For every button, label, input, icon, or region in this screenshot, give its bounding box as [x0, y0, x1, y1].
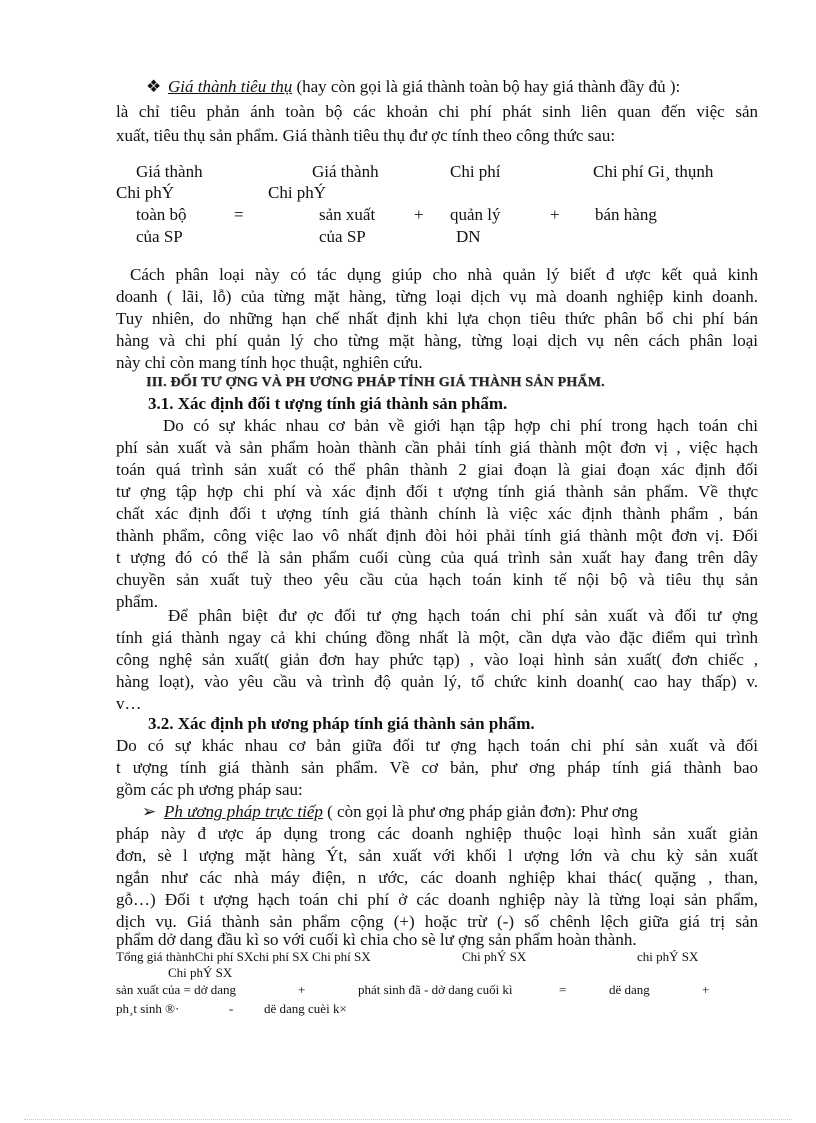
- para2-line9: phẩm.: [116, 592, 159, 611]
- formula2-r4-minus: -: [229, 1001, 234, 1016]
- sec1-line2: là chỉ tiêu phản ánh toàn bộ các khoản chi phí phát sinh liên quan đến việc sản: [116, 102, 758, 121]
- sec1-line1-rest: (hay còn gọi là giá thành toàn bộ hay giá thành đầy đủ ):: [292, 77, 681, 96]
- para2-line8: chuyền sản xuất tuỳ theo yêu cầu của hạch toán kinh tế nội bộ và tiêu thụ sản: [116, 570, 758, 589]
- formula1-r2-c2: Chi phÝ: [268, 183, 327, 202]
- method1-line6: dịch vụ. Giá thành sản phẩm cộng (+) hoặc trừ (-) số chênh lệch giữa giá trị sản: [116, 912, 758, 931]
- formula2-r4-c1: ph¸t sinh ®·: [116, 1001, 180, 1016]
- formula2-r3-plus2: +: [702, 982, 710, 997]
- method1-line1: [142, 801, 638, 822]
- para3-line5: v…: [116, 694, 142, 713]
- para4-line1: Do có sự khác nhau cơ bản giữa đối tư ợng hạch toán chi phí sản xuất và đối: [116, 736, 758, 755]
- sec1-line3: xuất, tiêu thụ sản phẩm. Giá thành tiêu thụ đư ợc tính theo công thức sau:: [116, 126, 616, 145]
- formula2-r2-c1: Chi phÝ SX: [168, 965, 233, 980]
- formula1-r3-c4: bán hàng: [595, 205, 657, 224]
- para2-line5: chất xác định đối t ượng tính giá thành chính là việc xác định thành phẩm , bán: [116, 504, 758, 523]
- para1-line4: hàng và chi phí quản lý cho từng mặt hàng, từng loại dịch vụ nên cách phân loại: [116, 331, 758, 350]
- term-gia-thanh-tieu-thu: Giá thành tiêu thụ: [168, 77, 293, 96]
- para3-line1: Để phân biệt đư ợc đối tư ợng hạch toán chi phí sản xuất và đối tư ợng: [168, 606, 758, 625]
- formula1-r1-c4: Chi phí Gi¸ thụnh: [593, 162, 714, 181]
- method1-line7: phẩm dở dang đầu kì so với cuối kì chia cho sè lư ợng sản phẩm hoàn thành.: [116, 930, 637, 949]
- formula2-r1-c2: Chi phÝ SX: [462, 949, 527, 964]
- heading-3-2: 3.2. Xác định ph ương pháp tính giá thành sản phẩm.: [148, 714, 535, 733]
- formula1-r1-c1: Giá thành: [136, 162, 203, 181]
- formula2-r3-c3: dë dang: [609, 982, 650, 997]
- formula1-r3-plus1: +: [414, 205, 424, 224]
- para4-line3: gồm các ph ương pháp sau:: [116, 780, 303, 799]
- formula1-r1-c3: Chi phí: [450, 162, 501, 181]
- para2-line3: toán quá trình sản xuất có thể phân thành 2 giai đoạn là giai đoạn xác định đối: [116, 460, 758, 479]
- sec1-line1: [146, 76, 680, 97]
- formula1-r4-c1: của SP: [136, 227, 183, 246]
- formula1-r3-c3: quản lý: [450, 205, 501, 224]
- method1-line3: đơn, sè l ượng mặt hàng Ýt, sản xuất với khối l ượng lớn và chu kỳ sản xuất: [116, 846, 758, 865]
- heading-section-iii: III. ĐỐI TƯ ỢNG VÀ PH ƯƠNG PHÁP TÍNH GIÁ THÀNH SẢN PHẨM.: [146, 375, 605, 390]
- para1-line3: Tuy nhiên, do những hạn chế nhất định khi lựa chọn tiêu thức phân bổ chi phí bán: [116, 309, 758, 328]
- formula2-r3-c1: sản xuất của = dở dang: [116, 982, 236, 997]
- para2-line6: thành phẩm, công việc lao vô nhất định đòi hỏi phải tính giá thành một đơn vị. Đối: [116, 526, 758, 545]
- method1-line5: gỗ…) Đối t ượng hạch toán chi phí ở các doanh nghiệp này là từng loại sản phẩm,: [116, 890, 758, 909]
- formula1-r3-c2: sản xuất: [319, 205, 376, 224]
- para2-line4: tư ợng tập hợp chi phí và xác định đối t ượng tính giá thành sản phẩm. Về thực: [116, 482, 758, 501]
- para2-line7: t ượng đó có thể là sản phẩm cuối cùng của quá trình sản xuất hay đang trên dây: [116, 548, 758, 567]
- formula2-r3-plus1: +: [298, 982, 306, 997]
- method1-line2: pháp này đ ược áp dụng trong các doanh nghiệp thuộc loại hình sản xuất giản: [116, 824, 758, 843]
- formula1-r4-c3: DN: [456, 227, 481, 246]
- formula2-r3-eq: =: [559, 982, 567, 997]
- para2-line1: Do có sự khác nhau cơ bản về giới hạn tập hợp chi phí trong hạch toán chi: [163, 416, 758, 435]
- formula1-r2-c1: Chi phÝ: [116, 183, 175, 202]
- para2-line2: phí sản xuất và sản phẩm hoàn thành cần phải tính giá thành một đơn vị , việc hạch: [116, 438, 758, 457]
- para1-line5: này chỉ còn mang tính học thuật, nghiên cứu.: [116, 353, 423, 372]
- formula2-r1-c1: Tổng giá thànhChi phí SXchi phí SX Chi phí SX: [116, 949, 371, 964]
- formula2-r1-c3: chi phÝ SX: [637, 949, 699, 964]
- method1-line4: ngắn như các nhà máy điện, n ước, các doanh nghiệp khai thác( quặng , than,: [116, 868, 758, 887]
- method1-line1-rest: ( còn gọi là phư ơng pháp giản đơn): Phư ơng: [322, 802, 638, 821]
- para3-line3: công nghệ sản xuất( giản đơn hay phức tạp) , vào loại hình sản xuất( đơn chiếc ,: [116, 650, 758, 669]
- formula1-r3-c1: toàn bộ: [136, 205, 187, 224]
- para3-line2: tính giá thành ngay cả khi chúng đồng nhất là một, cần dựa vào đặc điểm qui trình: [116, 628, 758, 647]
- para3-line4: hàng loạt), vào yêu cầu và trình độ quản lý, tổ chức kinh doanh( cao hay thấp) v.: [116, 672, 758, 691]
- formula1-r1-c2: Giá thành: [312, 162, 379, 181]
- heading-3-1: 3.1. Xác định đối t ượng tính giá thành sản phẩm.: [148, 394, 508, 413]
- formula2-r3-c2: phát sinh đã - dở dang cuối kì: [358, 982, 513, 997]
- para1-line2: doanh ( lãi, lỗ) của từng mặt hàng, từng loại dịch vụ mà doanh nghiệp kinh doanh.: [116, 287, 758, 306]
- formula1-r3-eq: =: [234, 205, 244, 224]
- para4-line2: t ượng tính giá thành sản phẩm. Về cơ bản, phư ơng pháp tính giá thành bao: [116, 758, 758, 777]
- para1-line1: Cách phân loại này có tác dụng giúp cho nhà quản lý biết đ ược kết quả kinh: [130, 265, 758, 284]
- formula1-r3-plus2: +: [550, 205, 560, 224]
- formula1-r4-c2: của SP: [319, 227, 366, 246]
- term-phuong-phap-truc-tiep: Ph ương pháp trực tiếp: [164, 802, 323, 821]
- diamond-bullet-icon: ❖: [146, 77, 162, 96]
- formula2-r4-c2: dë dang cuèi k×: [264, 1001, 347, 1016]
- page-bottom-divider: [24, 1119, 792, 1120]
- arrow-bullet-icon: ➢: [142, 802, 157, 821]
